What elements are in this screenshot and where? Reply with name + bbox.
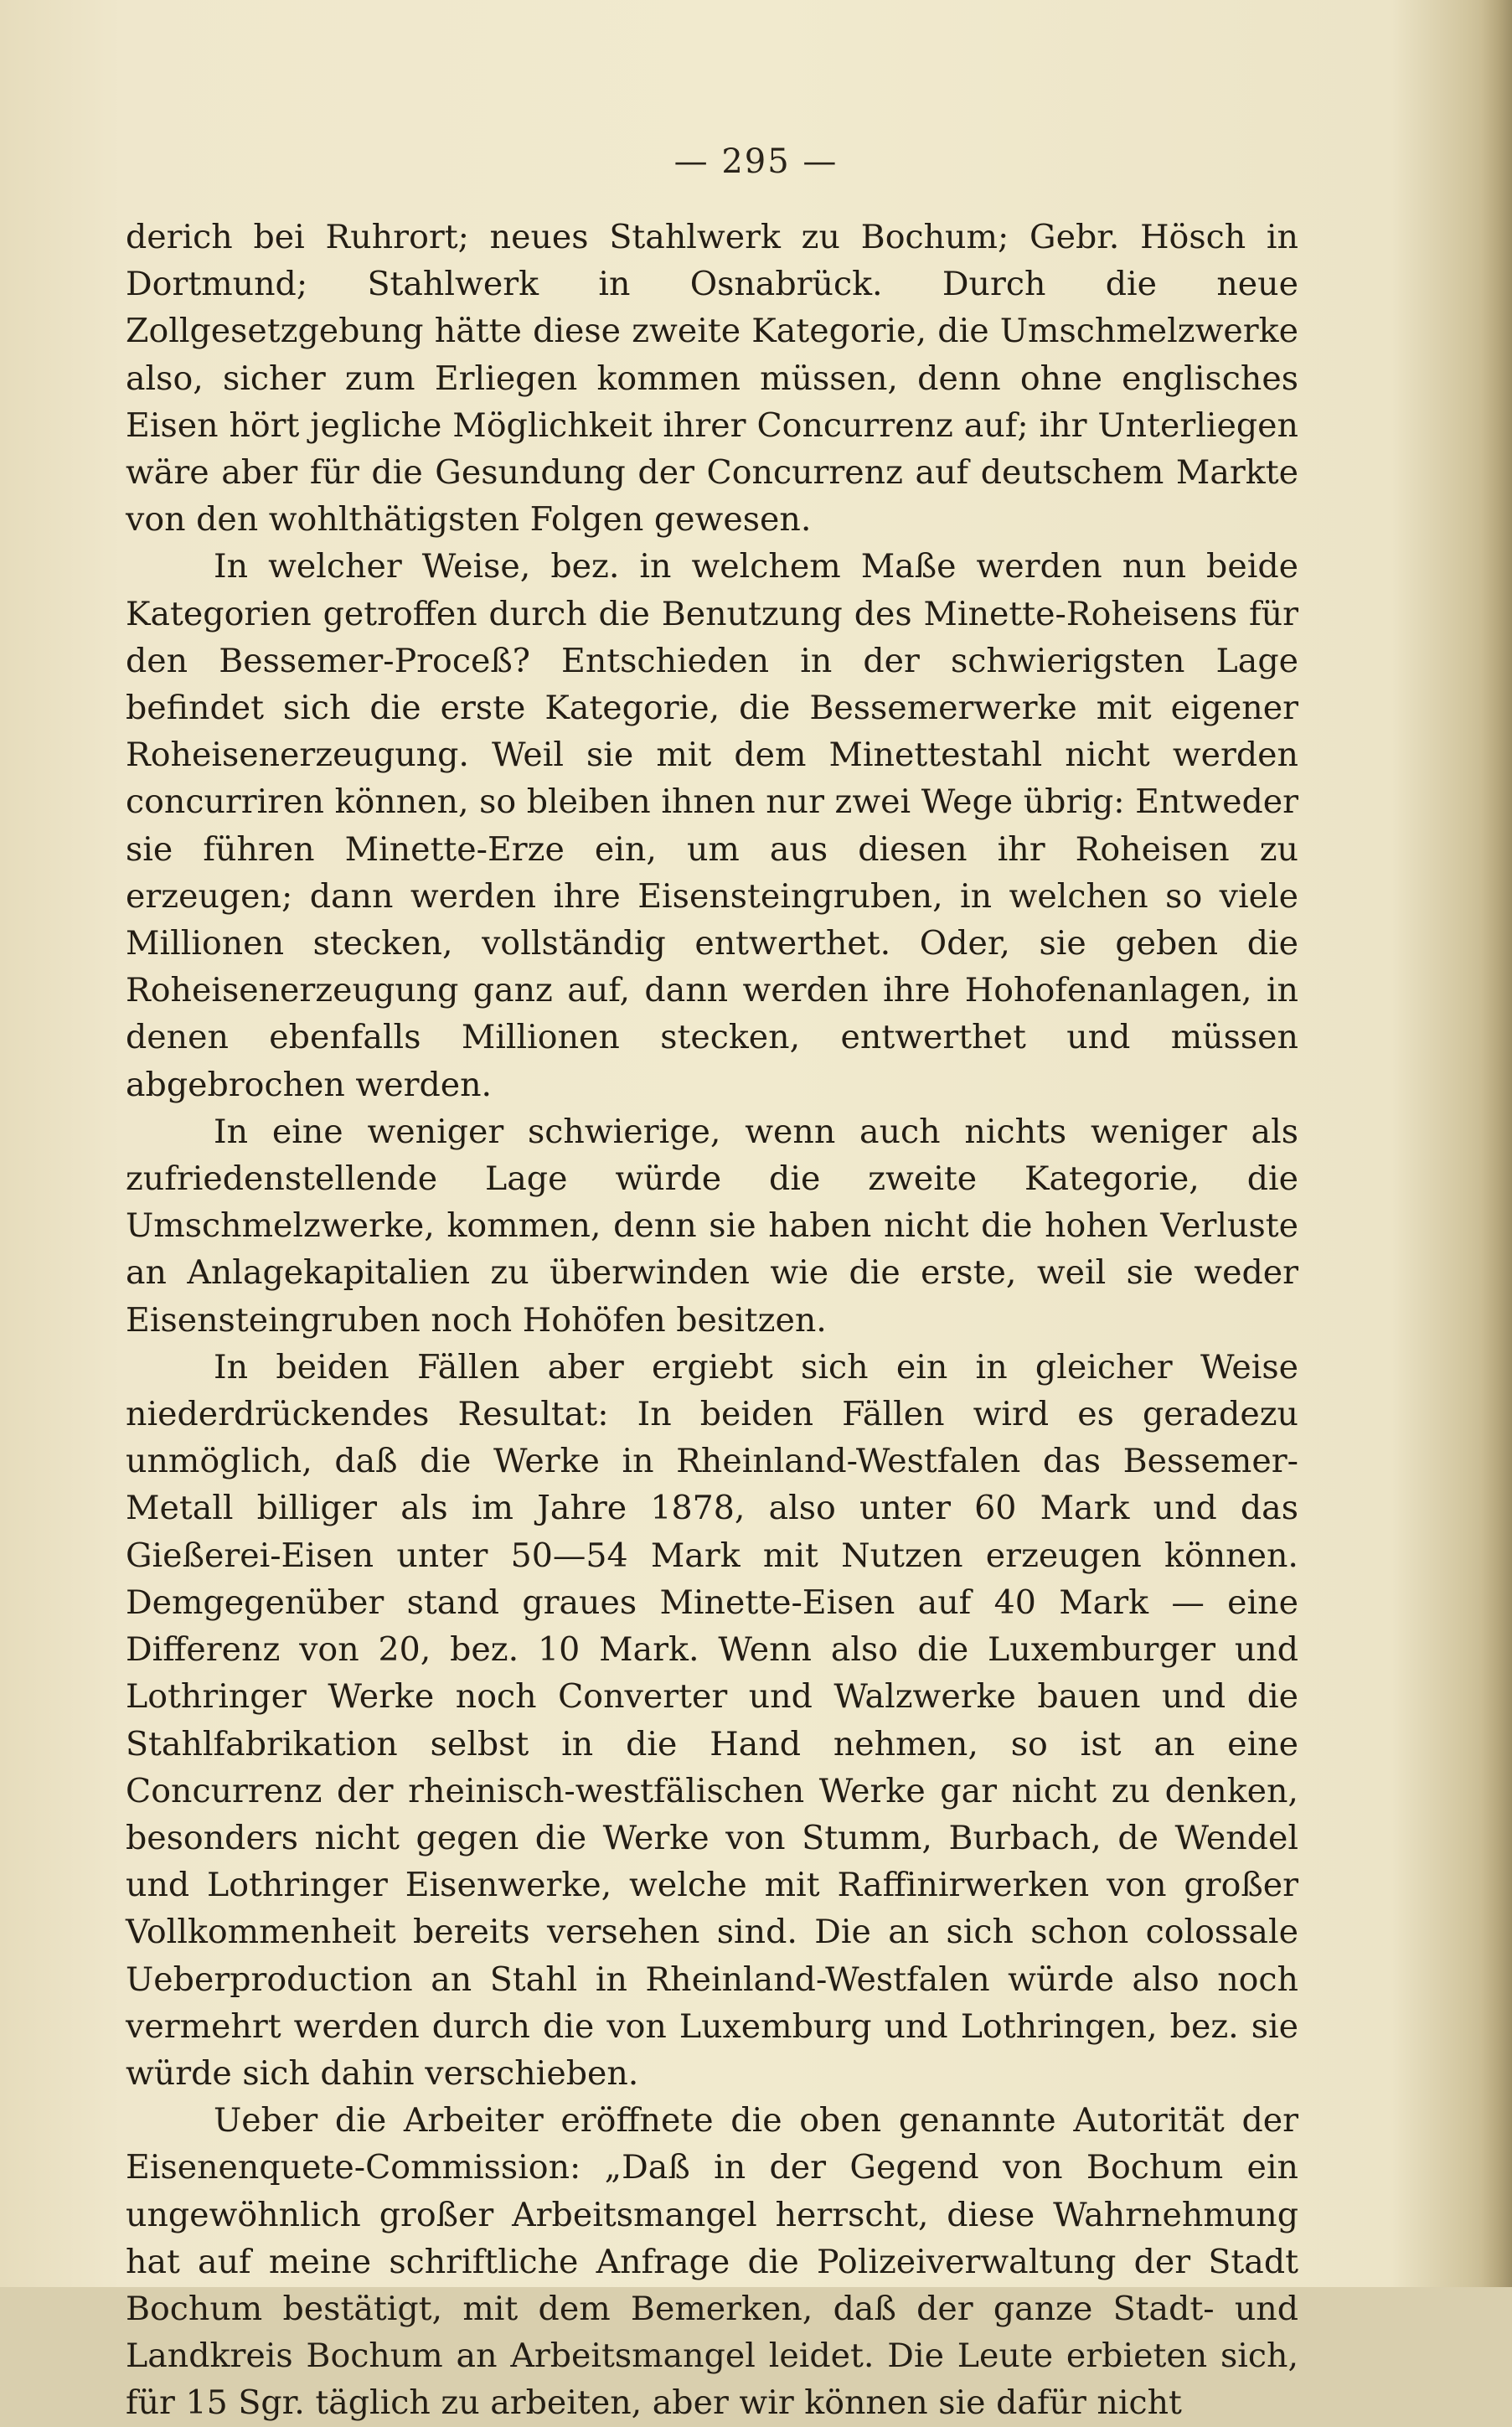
page-number-header: — 295 — [673, 142, 839, 181]
paragraph-2: In welcher Weise, bez. in welchem Maße werden nun beide Kategorien getroffen durch die Benutzung des Minette-Roheisens für den Bessemer-Proceß? Entschieden in der schwierigsten Lage befindet sich die erste Kategorie, die Bessemerwerke mit eigener Roheisenerzeugung. Weil sie mit dem Minettestahl nicht werden concurriren können, so bleiben ihnen nur zwei Wege übrig: Entweder sie führen Minette-Erze ein, um aus diesen ihr Roheisen zu erzeugen; dann werden ihre Eisensteingruben, in welchen so viele Millionen stecken, vollständig entwerthet. Oder, sie geben die Roheisenerzeugung ganz auf, dann werden ihre Hohofenanlagen, in denen ebenfalls Millionen stecken, entwerthet und müssen abgebrochen werden. [126, 547, 1298, 1104]
body-text [126, 214, 1298, 2427]
paragraph-4: In beiden Fällen aber ergiebt sich ein in gleicher Weise niederdrückendes Resultat: In beiden Fällen wird es geradezu unmöglich, daß die Werke in Rheinland-Westfalen das Bessemer-Metall billiger als im Jahre 1878, also unter 60 Mark und das Gießerei-Eisen unter 50—54 Mark mit Nutzen erzeugen können. Demgegenüber stand graues Minette-Eisen auf 40 Mark — eine Differenz von 20, bez. 10 Mark. Wenn also die Luxemburger und Lothringer Werke noch Converter und Walzwerke bauen und die Stahlfabrikation selbst in die Hand nehmen, so ist an eine Concurrenz der rheinisch-westfälischen Werke gar nicht zu denken, besonders nicht gegen die Werke von Stumm, Burbach, de Wendel und Lothringer Eisenwerke, welche mit Raffinirwerken von großer Vollkommenheit bereits versehen sind. Die an sich schon colossale Ueberproduction an Stahl in Rheinland-Westfalen würde also noch vermehrt werden durch die von Luxemburg und Lothringen, bez. sie würde sich dahin verschieben. [126, 1347, 1298, 2093]
paragraph-1: derich bei Ruhrort; neues Stahlwerk zu Bochum; Gebr. Hösch in Dortmund; Stahlwerk in Osnabrück. Durch die neue Zollgesetzgebung hätte diese zweite Kategorie, die Umschmelzwerke also, sicher zum Erliegen kommen müssen, denn ohne englisches Eisen hört jegliche Möglichkeit ihrer Concurrenz auf; ihr Unterliegen wäre aber für die Gesundung der Concurrenz auf deutschem Markte von den wohlthätigsten Folgen gewesen. [126, 218, 1298, 540]
paragraph-3: In eine weniger schwierige, wenn auch nichts weniger als zufriedenstellende Lage würde die zweite Kategorie, die Umschmelzwerke, kommen, denn sie haben nicht die hohen Verluste an Anlagekapitalien zu überwinden wie die erste, weil sie weder Eisensteingruben noch Hohöfen besitzen. [126, 1112, 1298, 1340]
page-edge-shadow [1480, 0, 1512, 2287]
paragraph-5: Ueber die Arbeiter eröffnete die oben genannte Autorität der Eisenenquete-Commission: „Daß in der Gegend von Bochum ein ungewöhnlich großer Arbeitsmangel herrscht, diese Wahrnehmung hat auf meine schriftliche Anfrage die Polizeiverwaltung der Stadt Bochum bestätigt, mit dem Bemerken, daß der ganze Stadt- und Landkreis Bochum an Arbeitsmangel leidet. Die Leute erbieten sich, für 15 Sgr. täglich zu arbeiten, aber wir können sie dafür nicht [126, 2101, 1298, 2423]
